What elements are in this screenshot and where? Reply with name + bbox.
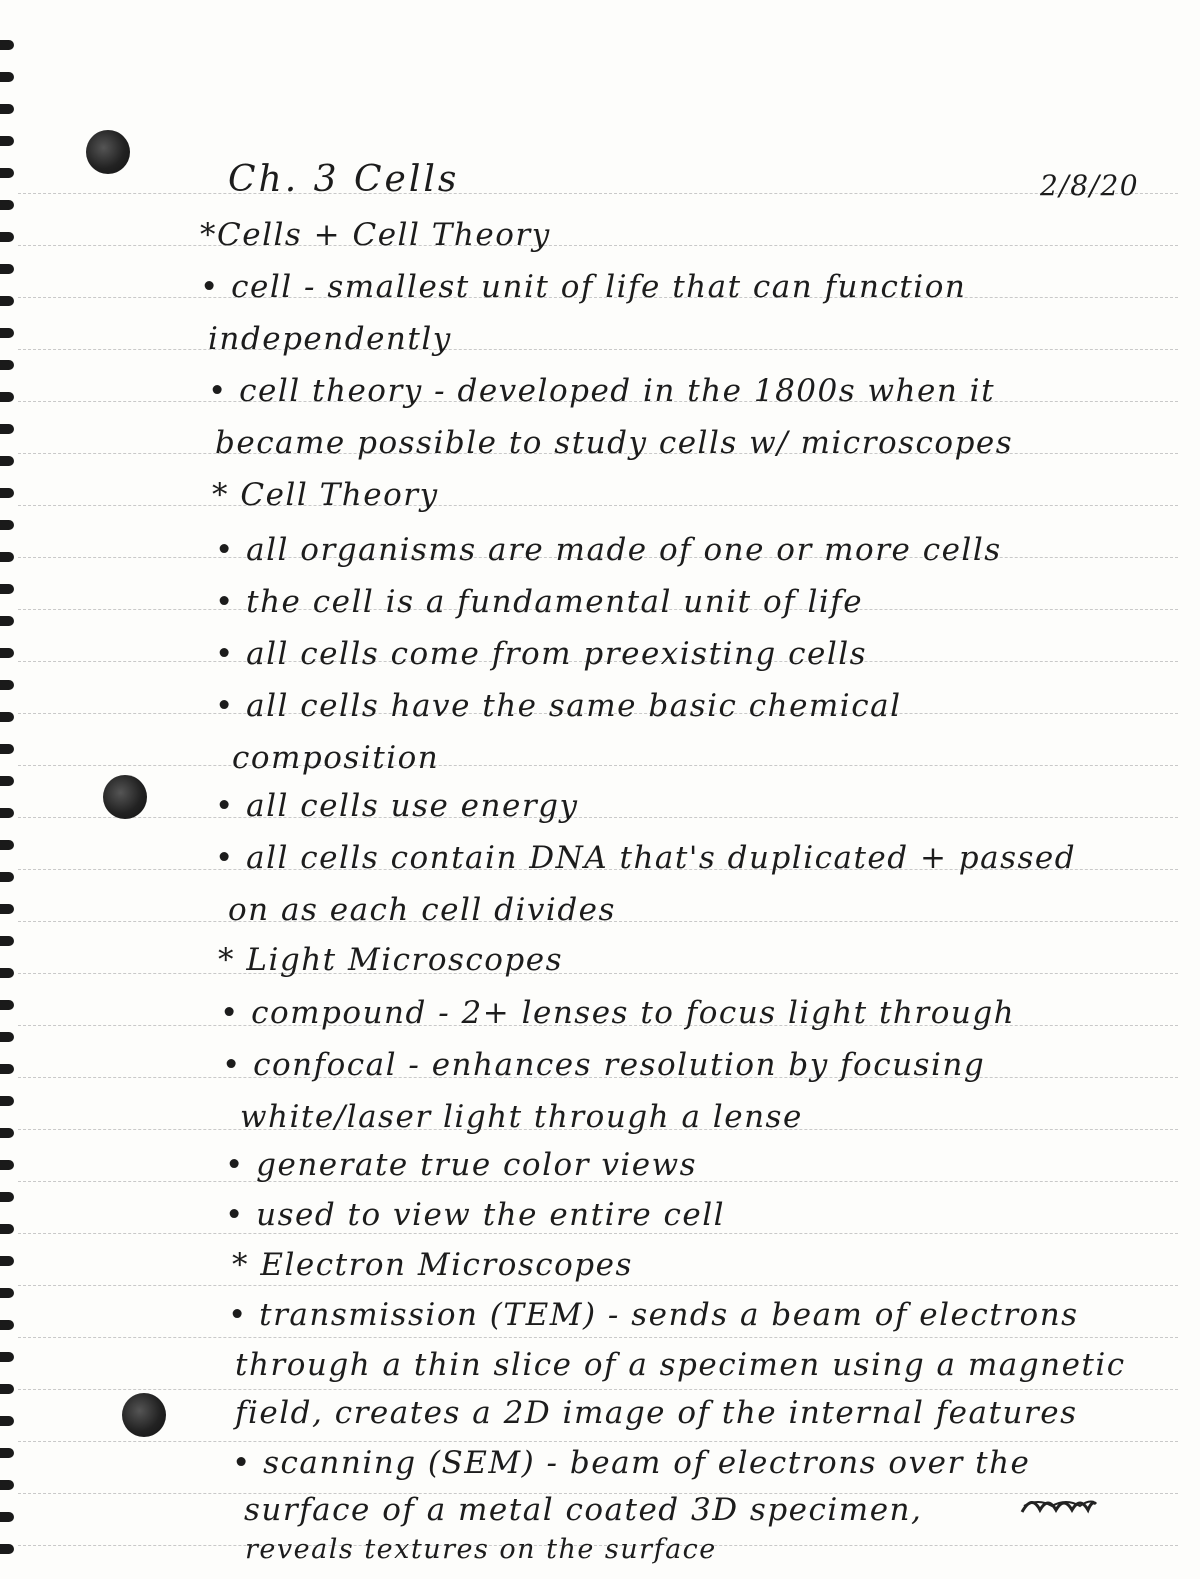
- spiral-ring: [0, 1128, 14, 1138]
- spiral-ring: [0, 264, 14, 274]
- spiral-ring: [0, 328, 14, 338]
- spiral-ring: [0, 72, 14, 82]
- ruled-line: [18, 1389, 1178, 1390]
- note-line: • generate true color views: [225, 1147, 698, 1183]
- spiral-ring: [0, 232, 14, 242]
- punch-hole: [103, 775, 147, 819]
- spiral-ring: [0, 840, 14, 850]
- note-line: became possible to study cells w/ microscopes: [215, 425, 1014, 461]
- spiral-ring: [0, 104, 14, 114]
- page-title: Ch. 3 Cells: [228, 159, 460, 200]
- spiral-ring: [0, 456, 14, 466]
- spiral-ring: [0, 392, 14, 402]
- note-line: • cell - smallest unit of life that can function: [200, 269, 967, 305]
- ruled-line: [18, 765, 1178, 766]
- note-line: • all cells use energy: [215, 788, 579, 824]
- spiral-ring: [0, 936, 14, 946]
- ruled-line: [18, 193, 1178, 194]
- spiral-ring: [0, 1384, 14, 1394]
- spiral-ring: [0, 200, 14, 210]
- spiral-ring: [0, 968, 14, 978]
- spiral-ring: [0, 712, 14, 722]
- note-line: white/laser light through a lense: [240, 1099, 803, 1135]
- spiral-ring: [0, 1512, 14, 1522]
- spiral-ring: [0, 1544, 14, 1554]
- spiral-ring: [0, 1416, 14, 1426]
- spiral-ring: [0, 904, 14, 914]
- note-line: • the cell is a fundamental unit of life: [215, 584, 864, 620]
- spiral-ring: [0, 488, 14, 498]
- note-line: • transmission (TEM) - sends a beam of electrons: [228, 1297, 1079, 1333]
- note-line: field, creates a 2D image of the internal features: [235, 1395, 1078, 1431]
- note-heading: *Cells + Cell Theory: [200, 217, 551, 253]
- spiral-ring: [0, 584, 14, 594]
- note-line: composition: [232, 740, 440, 776]
- ruled-line: [18, 349, 1178, 350]
- spiral-ring: [0, 1288, 14, 1298]
- ruled-line: [18, 245, 1178, 246]
- spiral-ring: [0, 872, 14, 882]
- note-date: 2/8/20: [1040, 169, 1140, 202]
- scribble-mark: [1018, 1490, 1098, 1520]
- spiral-ring: [0, 776, 14, 786]
- spiral-ring: [0, 168, 14, 178]
- spiral-ring: [0, 680, 14, 690]
- note-line: • compound - 2+ lenses to focus light through: [220, 995, 1016, 1031]
- spiral-ring: [0, 1224, 14, 1234]
- spiral-ring: [0, 808, 14, 818]
- note-line: surface of a metal coated 3D specimen,: [244, 1492, 923, 1528]
- note-line: reveals textures on the surface: [245, 1534, 717, 1565]
- note-line: • all cells come from preexisting cells: [215, 636, 868, 672]
- spiral-ring: [0, 1320, 14, 1330]
- ruled-line: [18, 505, 1178, 506]
- spiral-ring: [0, 360, 14, 370]
- ruled-line: [18, 817, 1178, 818]
- spiral-ring: [0, 744, 14, 754]
- spiral-ring: [0, 296, 14, 306]
- punch-hole: [86, 130, 130, 174]
- spiral-ring: [0, 648, 14, 658]
- spiral-ring: [0, 552, 14, 562]
- note-line: • cell theory - developed in the 1800s when it: [208, 373, 996, 409]
- note-heading: * Electron Microscopes: [232, 1247, 633, 1283]
- note-heading: * Cell Theory: [212, 477, 439, 513]
- spiral-ring: [0, 1256, 14, 1266]
- spiral-ring: [0, 1480, 14, 1490]
- spiral-ring: [0, 1064, 14, 1074]
- spiral-ring: [0, 1032, 14, 1042]
- spiral-ring: [0, 616, 14, 626]
- punch-hole: [122, 1393, 166, 1437]
- ruled-line: [18, 1441, 1178, 1442]
- spiral-ring: [0, 424, 14, 434]
- note-line: on as each cell divides: [228, 892, 616, 928]
- note-heading: * Light Microscopes: [218, 942, 564, 978]
- spiral-ring: [0, 1160, 14, 1170]
- note-line: through a thin slice of a specimen using a magnetic: [235, 1347, 1126, 1383]
- note-line: • all cells contain DNA that's duplicated + passed: [215, 840, 1077, 876]
- spiral-ring: [0, 520, 14, 530]
- spiral-ring: [0, 1096, 14, 1106]
- note-line: • confocal - enhances resolution by focusing: [222, 1047, 986, 1083]
- spiral-ring: [0, 1352, 14, 1362]
- note-line: • used to view the entire cell: [225, 1197, 726, 1233]
- note-line: • all organisms are made of one or more cells: [215, 532, 1002, 568]
- note-line: independently: [208, 321, 452, 357]
- spiral-ring: [0, 40, 14, 50]
- spiral-ring: [0, 1448, 14, 1458]
- spiral-ring: [0, 136, 14, 146]
- spiral-ring: [0, 1000, 14, 1010]
- ruled-line: [18, 1337, 1178, 1338]
- note-line: • all cells have the same basic chemical: [215, 688, 902, 724]
- note-line: • scanning (SEM) - beam of electrons over the: [232, 1445, 1031, 1481]
- spiral-ring: [0, 1192, 14, 1202]
- ruled-line: [18, 1285, 1178, 1286]
- ruled-line: [18, 973, 1178, 974]
